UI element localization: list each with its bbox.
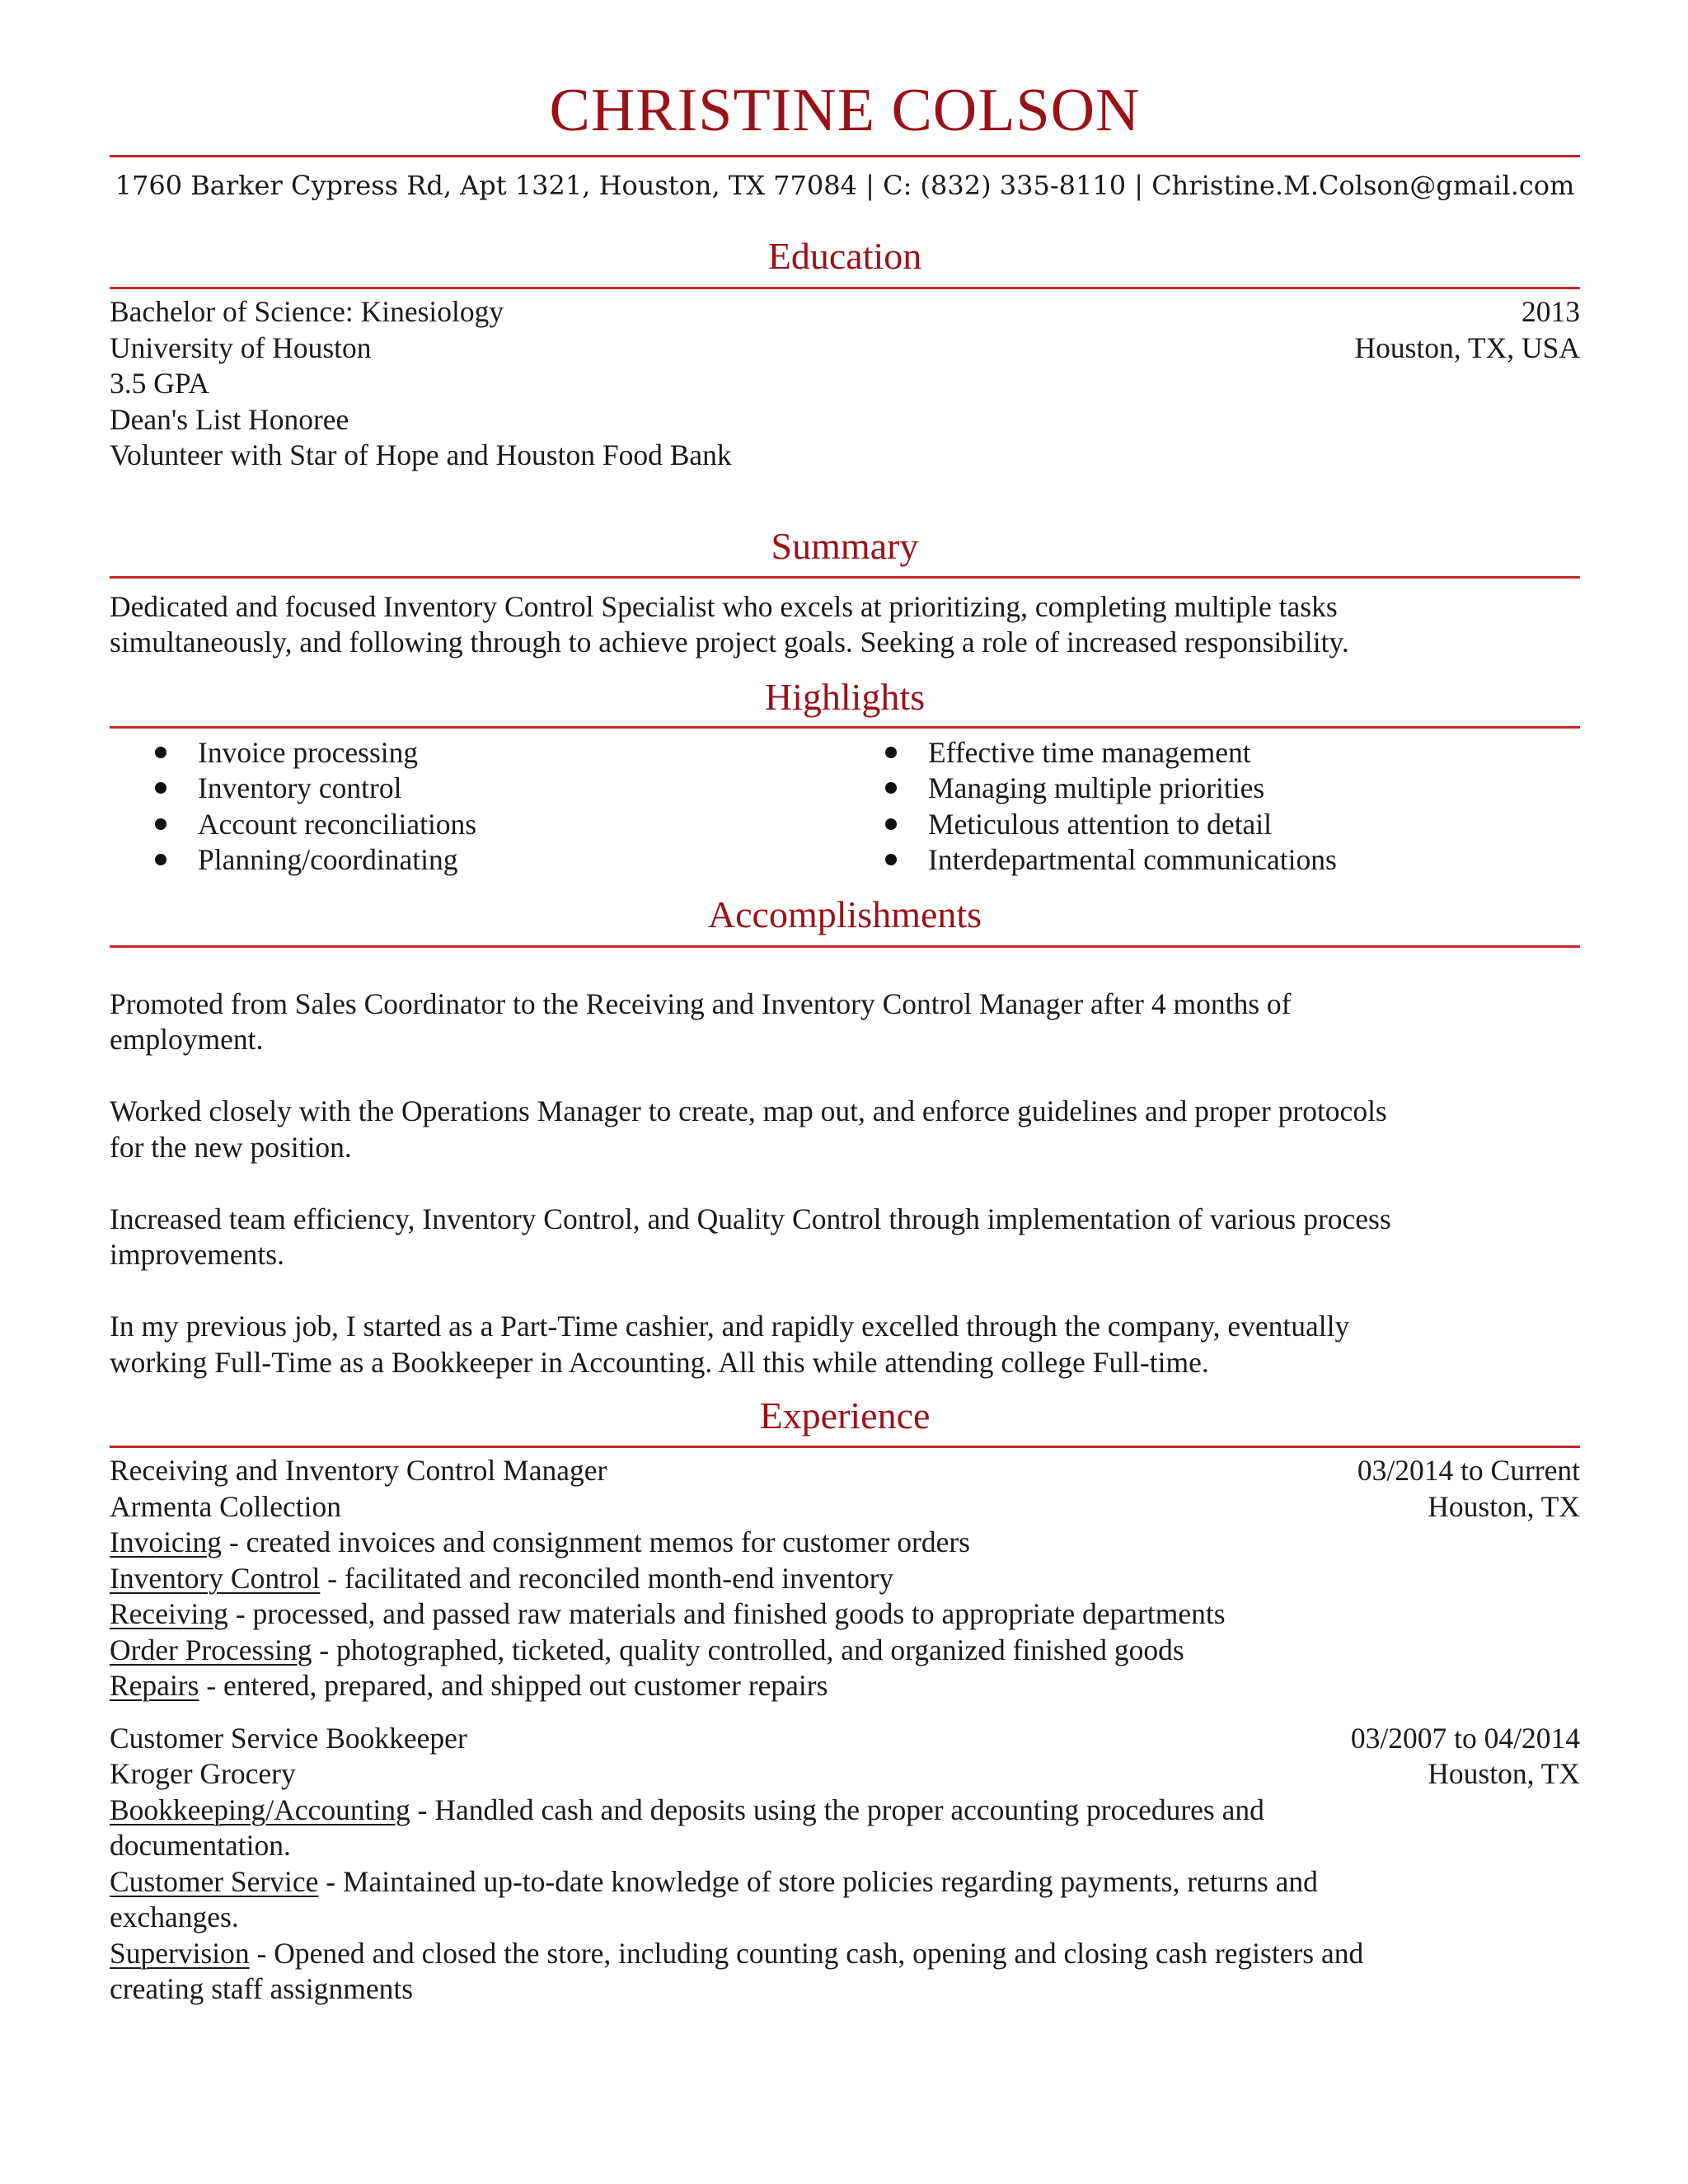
bullet-icon [885,782,897,794]
accomplishment-line: Worked closely with the Operations Manager to create, map out, and enforce guidelines and proper protocols [110,1094,1387,1127]
education-detail-volunteer: Volunteer with Star of Hope and Houston Food Bank [110,438,732,471]
job-duty [110,1561,1580,1597]
job-company: Armenta Collection [110,1489,341,1523]
duty-text: - processed, and passed raw materials and finished goods to appropriate departments [227,1597,1226,1630]
education-detail-gpa: 3.5 GPA [110,367,210,400]
accomplishment-line: working Full-Time as a Bookkeeper in Accounting. All this while attending college Full-time. [110,1345,1209,1379]
accomplishment-line: employment. [110,1023,264,1056]
job-dates: 03/2007 to 04/2014 [1350,1721,1580,1755]
highlights-column-right [840,735,1570,879]
bullet-icon [155,818,166,830]
list-item [840,735,1570,771]
highlight-text: Planning/coordinating [198,843,458,876]
job-duty-continuation: creating staff assignments [110,1972,414,2005]
job-title-row [110,1721,1580,1757]
experience-job [110,1453,1580,1704]
duty-text: - facilitated and reconciled month-end inventory [320,1561,894,1595]
list-item [840,771,1570,807]
highlight-text: Meticulous attention to detail [928,807,1273,841]
job-dates: 03/2014 to Current [1357,1454,1580,1487]
summary-heading: Summary [771,524,919,567]
duty-text: - Maintained up-to-date knowledge of store policies regarding payments, returns and [318,1864,1318,1898]
accomplishment-item [110,1202,1580,1273]
job-role: Receiving and Inventory Control Manager [110,1454,607,1487]
accomplishments-heading: Accomplishments [707,893,982,935]
job-company: Kroger Grocery [110,1757,296,1790]
bullet-icon [885,818,897,830]
duty-text: - Opened and closed the store, including counting cash, opening and closing cash registers and [249,1936,1364,1970]
highlight-text: Effective time management [928,735,1251,769]
education-heading: Education [767,235,922,277]
highlight-text: Interdepartmental communications [928,843,1337,876]
highlights-heading: Highlights [764,675,926,718]
job-duty-continuation: documentation. [110,1829,291,1862]
duty-label: Receiving [110,1597,228,1630]
accomplishment-line: In my previous job, I started as a Part-Time cashier, and rapidly excelled through the company, eventually [110,1310,1350,1343]
job-title-row [110,1453,1580,1489]
job-duty [110,1668,1580,1704]
highlight-text: Managing multiple priorities [928,771,1265,804]
list-item [840,807,1570,843]
highlights-rule [110,726,1580,729]
bullet-icon [885,854,897,865]
duty-label: Repairs [110,1669,199,1702]
education-school: University of Houston [110,330,372,364]
job-duty [110,1936,1580,1972]
education-location: Houston, TX, USA [1354,330,1580,364]
accomplishment-item [110,1094,1580,1165]
accomplishment-line: improvements. [110,1238,284,1271]
summary-rule [110,576,1580,579]
bullet-icon [885,747,897,758]
accomplishment-line: Promoted from Sales Coordinator to the Receiving and Inventory Control Manager after 4 months of [110,987,1292,1020]
accomplishment-item [110,1309,1580,1380]
experience-heading: Experience [759,1394,931,1436]
list-item [110,807,840,843]
job-role: Customer Service Bookkeeper [110,1721,467,1755]
bullet-icon [155,747,166,758]
education-degree: Bachelor of Science: Kinesiology [110,295,504,328]
list-item [840,842,1570,879]
education-detail-honors: Dean's List Honoree [110,402,349,436]
list-item [110,842,840,879]
job-company-row [110,1489,1580,1526]
duty-text: - Handled cash and deposits using the proper accounting procedures and [410,1793,1264,1826]
duty-label: Bookkeeping/Accounting [110,1793,410,1826]
job-duty [110,1596,1580,1633]
duty-label: Inventory Control [110,1561,321,1595]
education-section [110,294,1580,474]
job-duty [110,1633,1580,1669]
duty-label: Supervision [110,1936,250,1970]
highlights-list [110,735,1580,879]
education-school-row [110,330,1580,367]
duty-label: Customer Service [110,1864,319,1898]
job-location: Houston, TX [1428,1757,1580,1790]
accomplishment-item [110,987,1580,1058]
job-duty [110,1793,1580,1829]
experience-job [110,1721,1580,2008]
duty-text: - entered, prepared, and shipped out customer repairs [199,1669,828,1702]
candidate-name: CHRISTINE COLSON [549,77,1141,144]
highlight-text: Inventory control [198,771,402,804]
education-degree-row [110,294,1580,330]
accomplishments-rule [110,945,1580,948]
list-item [110,771,840,807]
job-duty-continuation: exchanges. [110,1900,239,1933]
job-location: Houston, TX [1428,1489,1580,1523]
contact-line: 1760 Barker Cypress Rd, Apt 1321, Houston, TX 77084 | C: (832) 335-8110 | Christine.M.Colson@gmail.com [115,170,1575,201]
duty-label: Invoicing [110,1526,223,1558]
job-duty [110,1864,1580,1900]
accomplishments-section [110,987,1580,1381]
experience-rule [110,1446,1580,1448]
job-company-row [110,1756,1580,1793]
job-duty [110,1525,1580,1561]
accomplishment-line: for the new position. [110,1130,352,1164]
highlight-text: Account reconciliations [198,807,477,841]
summary-line: Dedicated and focused Inventory Control Specialist who excels at prioritizing, completing multiple tasks [110,589,1338,623]
bullet-icon [155,854,166,865]
duty-label: Order Processing [110,1633,312,1666]
duty-text: - created invoices and consignment memos for customer orders [222,1526,970,1558]
bullet-icon [155,782,166,794]
education-year: 2013 [1522,295,1580,328]
highlight-text: Invoice processing [198,735,419,769]
highlights-column-left [110,735,840,879]
resume-page [110,0,1580,2008]
duty-text: - photographed, ticketed, quality controlled, and organized finished goods [312,1633,1184,1666]
summary-text [110,589,1580,661]
header-rule [110,155,1580,157]
list-item [110,735,840,771]
summary-line: simultaneously, and following through to achieve project goals. Seeking a role of increased responsibility. [110,626,1349,658]
accomplishment-line: Increased team efficiency, Inventory Control, and Quality Control through implementation of various process [110,1202,1391,1235]
education-rule [110,287,1580,289]
